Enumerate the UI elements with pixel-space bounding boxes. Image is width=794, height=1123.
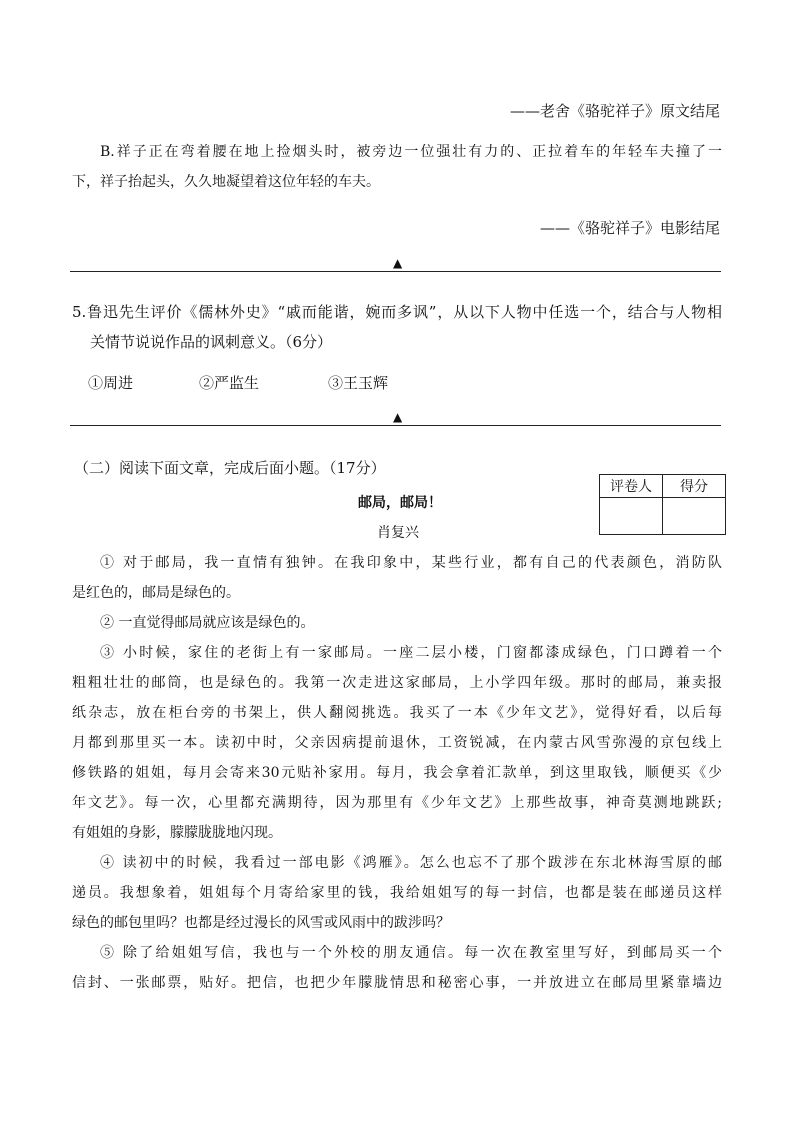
choice-wangyuhui: ③王玉辉 (328, 374, 389, 392)
paragraph-line: ④ 读初中的时候，我看过一部电影《鸿雁》。怎么也忘不了那个跋涉在东北林海雪原的邮 (100, 855, 722, 871)
score-table (599, 474, 726, 535)
option-b-line: 下，祥子抬起头，久久地凝望着这位年轻的车夫。 (72, 174, 380, 190)
score-table-grader-cell[interactable] (600, 498, 663, 535)
paragraph-line: 递员。我想象着，姐姐每个月寄给家里的钱，我给姐姐写的每一封信，也都是装在邮递员这样 (72, 885, 722, 901)
paragraph-line: ② 一直觉得邮局就应该是绿色的。 (100, 615, 315, 631)
score-table-score-cell[interactable] (663, 498, 726, 535)
answer-line (70, 271, 721, 272)
paragraph-line: 月都到那里买一本。读初中时，父亲因病提前退休，工资锐减，在内蒙古风雪弥漫的京包线上 (72, 735, 722, 751)
option-b-line: B.祥子正在弯着腰在地上捡烟头时，被旁边一位强壮有力的、正拉着车的年轻车夫撞了一 (100, 144, 722, 160)
section-heading: （二）阅读下面文章，完成后面小题。（17分） (74, 459, 386, 477)
attribution-film-ending: ——《骆驼祥子》电影结尾 (539, 219, 720, 237)
paragraph-line: ① 对于邮局，我一直情有独钟。在我印象中，某些行业，都有自己的代表颜色，消防队 (100, 555, 722, 571)
answer-line (70, 425, 721, 426)
article-body (72, 548, 722, 998)
paragraph-line: ⑤ 除了给姐姐写信，我也与一个外校的朋友通信。每一次在教室里写好，到邮局买一个 (100, 945, 722, 961)
paragraph-line: 纸杂志，放在柜台旁的书架上，供人翻阅挑选。我买了一本《少年文艺》，觉得好看，以后每 (72, 705, 722, 721)
paragraph-line: 信封、一张邮票，贴好。把信，也把少年朦胧情思和秘密心事，一并放进立在邮局里紧靠墙边 (72, 975, 722, 991)
paragraph-line: 是红色的，邮局是绿色的。 (72, 585, 240, 601)
paragraph-line: 粗粗壮壮的邮筒，也是绿色的。我第一次走进这家邮局，上小学四年级。那时的邮局，兼卖报 (72, 675, 722, 691)
paragraph-line: 修铁路的姐姐，每月会寄来30元贴补家用。每月，我会拿着汇款单，到这里取钱，顺便买《少 (72, 765, 722, 781)
paragraph-line: ③ 小时候，家住的老街上有一家邮局。一座二层小楼，门窗都漆成绿色，门口蹲着一个 (100, 645, 722, 661)
question-5-line: 关情节说说作品的讽刺意义。（6分） (90, 333, 333, 351)
answer-marker-icon: ▲ (393, 410, 403, 424)
paragraph-line: 年文艺》。每一次，心里都充满期待，因为那里有《少年文艺》上那些故事，神奇莫测地跳跃; (72, 795, 722, 811)
choice-yanjiansheng: ②严监生 (199, 374, 260, 392)
attribution-original-ending: ——老舍《骆驼祥子》原文结尾 (509, 102, 720, 120)
question-5-line: 5.鲁迅先生评价《儒林外史》“戚而能谐，婉而多讽”，从以下人物中任选一个，结合与人物相 (72, 303, 722, 321)
question-5 (72, 297, 722, 357)
score-table-grader-header: 评卷人 (600, 475, 663, 498)
option-b (72, 137, 722, 197)
article-author: 肖复兴 (377, 525, 419, 541)
score-table-score-header: 得分 (663, 475, 726, 498)
choice-zhoujin: ①周进 (88, 374, 134, 392)
answer-marker-icon: ▲ (393, 256, 403, 270)
paragraph-line: 绿色的邮包里吗？也都是经过漫长的风雪或风雨中的跋涉吗？ (72, 915, 450, 931)
article-title: 邮局，邮局！ (358, 495, 442, 511)
paragraph-line: 有姐姐的身影，朦朦胧胧地闪现。 (72, 825, 282, 841)
